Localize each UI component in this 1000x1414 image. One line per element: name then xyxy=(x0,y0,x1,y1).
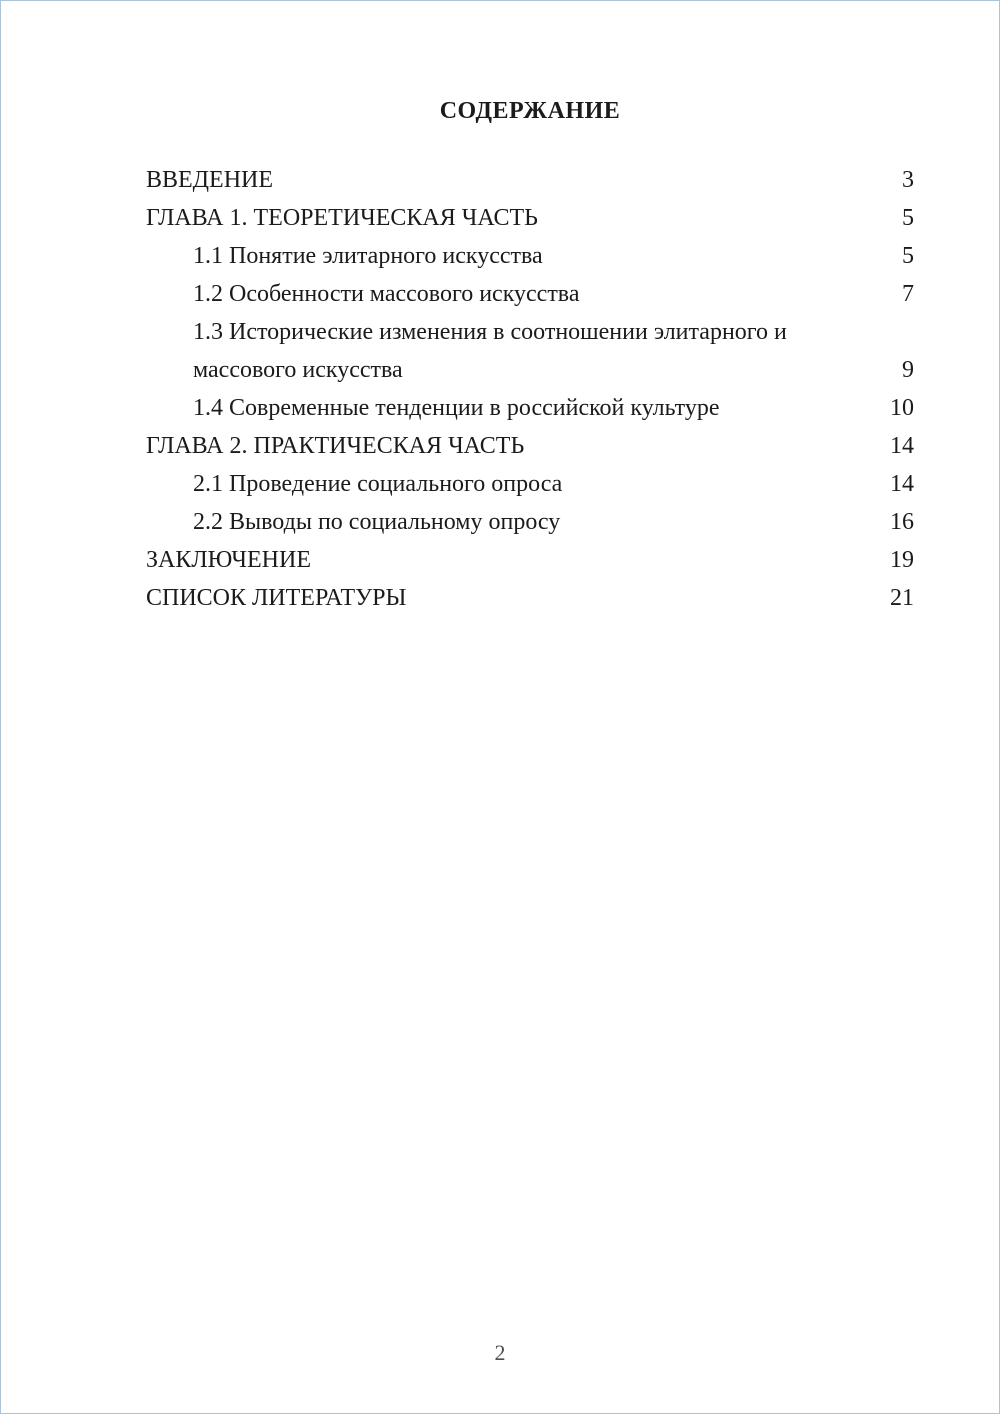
table-of-contents xyxy=(146,161,914,617)
toc-entry-page-number: 9 xyxy=(902,357,914,383)
toc-entry-page-number: 10 xyxy=(890,395,914,421)
toc-entry-label: 2.2 Выводы по социальному опросу xyxy=(193,509,561,535)
toc-entry-page-number: 16 xyxy=(890,509,914,535)
toc-entry-page-number: 5 xyxy=(902,205,914,231)
toc-entry-label: ГЛАВА 1. ТЕОРЕТИЧЕСКАЯ ЧАСТЬ xyxy=(146,205,538,231)
toc-entry-label: СПИСОК ЛИТЕРАТУРЫ xyxy=(146,585,407,611)
toc-entry-section-1-3 xyxy=(146,313,914,389)
toc-entry-chapter-2 xyxy=(146,427,914,465)
page-content xyxy=(1,1,999,617)
toc-entry-section-2-2 xyxy=(146,503,914,541)
toc-entry-label: 1.1 Понятие элитарного искусства xyxy=(193,243,543,269)
toc-entry-label: ЗАКЛЮЧЕНИЕ xyxy=(146,547,311,573)
toc-entry-bibliography xyxy=(146,579,914,617)
toc-entry-page-number: 14 xyxy=(890,471,914,497)
toc-entry-section-1-2 xyxy=(146,275,914,313)
toc-entry-page-number: 3 xyxy=(902,167,914,193)
toc-entry-section-2-1 xyxy=(146,465,914,503)
page-title: СОДЕРЖАНИЕ xyxy=(439,98,621,124)
toc-entry-page-number: 7 xyxy=(902,281,914,307)
toc-entry-label: ВВЕДЕНИЕ xyxy=(146,167,274,193)
footer-page-number: 2 xyxy=(494,1340,506,1365)
toc-entry-page-number: 21 xyxy=(890,585,914,611)
toc-entry-label: 2.1 Проведение социального опроса xyxy=(193,471,563,497)
toc-entry-section-1-1 xyxy=(146,237,914,275)
toc-entry-label: 1.2 Особенности массового искусства xyxy=(193,281,580,307)
toc-entry-section-1-4 xyxy=(146,389,914,427)
toc-entry-label: 1.4 Современные тенденции в российской культуре xyxy=(193,395,720,421)
toc-entry-page-number: 14 xyxy=(890,433,914,459)
toc-entry-label: 1.3 Исторические изменения в соотношении элитарного и массового искусства xyxy=(193,319,787,383)
toc-entry-chapter-1 xyxy=(146,199,914,237)
toc-entry-label: ГЛАВА 2. ПРАКТИЧЕСКАЯ ЧАСТЬ xyxy=(146,433,525,459)
toc-entry-page-number: 5 xyxy=(902,243,914,269)
toc-entry-page-number: 19 xyxy=(890,547,914,573)
toc-entry-conclusion xyxy=(146,541,914,579)
toc-entry-introduction xyxy=(146,161,914,199)
